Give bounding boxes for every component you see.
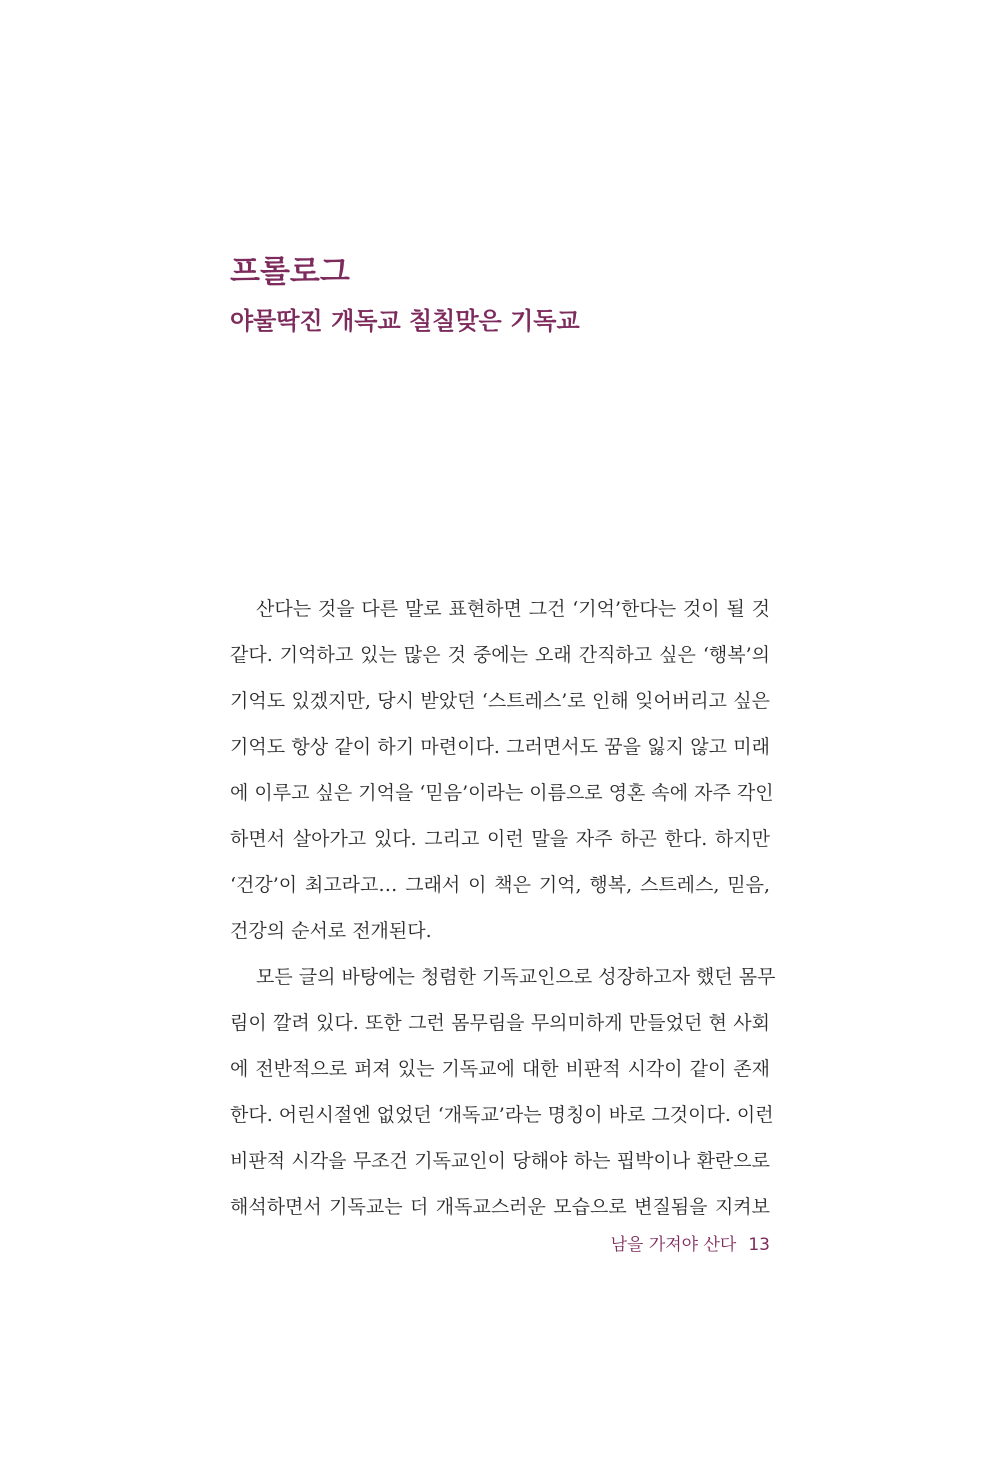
chapter-subtitle: 야물딱진 개독교 칠칠맞은 기독교 <box>230 306 580 335</box>
body-line: 기억도 있겠지만, 당시 받았던 ‘스트레스’로 인해 잊어버리고 싶은 <box>230 690 770 712</box>
page-number: 13 <box>748 1235 770 1255</box>
page-footer <box>611 1233 770 1257</box>
body-line: ‘건강’이 최고라고… 그래서 이 책은 기억, 행복, 스트레스, 믿음, <box>230 874 770 896</box>
chapter-title: 프롤로그 <box>230 254 350 290</box>
body-line: 모든 글의 바탕에는 청렴한 기독교인으로 성장하고자 했던 몸무 <box>256 966 776 988</box>
body-line: 림이 깔려 있다. 또한 그런 몸무림을 무의미하게 만들었던 현 사회 <box>230 1012 770 1034</box>
body-line: 기억도 항상 같이 하기 마련이다. 그러면서도 꿈을 잃지 않고 미래 <box>230 736 770 758</box>
footer-book-title: 남을 가져야 산다 <box>610 1235 737 1255</box>
body-line: 해석하면서 기독교는 더 개독교스러운 모습으로 변질됨을 지켜보 <box>230 1196 770 1218</box>
body-line: 에 이루고 싶은 기억을 ‘믿음’이라는 이름으로 영혼 속에 자주 각인 <box>230 782 774 804</box>
body-text <box>230 595 776 1239</box>
body-line: 비판적 시각을 무조건 기독교인이 당해야 하는 핍박이나 환란으로 <box>230 1150 770 1172</box>
body-line: 하면서 살아가고 있다. 그리고 이런 말을 자주 하곤 한다. 하지만 <box>230 828 770 850</box>
body-line: 같다. 기억하고 있는 많은 것 중에는 오래 간직하고 싶은 ‘행복’의 <box>230 644 770 666</box>
body-line: 에 전반적으로 퍼져 있는 기독교에 대한 비판적 시각이 같이 존재 <box>230 1058 770 1080</box>
body-line: 산다는 것을 다른 말로 표현하면 그건 ‘기억’한다는 것이 될 것 <box>256 598 770 620</box>
body-line: 한다. 어린시절엔 없었던 ‘개독교’라는 명칭이 바로 그것이다. 이런 <box>230 1104 774 1126</box>
body-line: 건강의 순서로 전개된다. <box>230 920 432 942</box>
